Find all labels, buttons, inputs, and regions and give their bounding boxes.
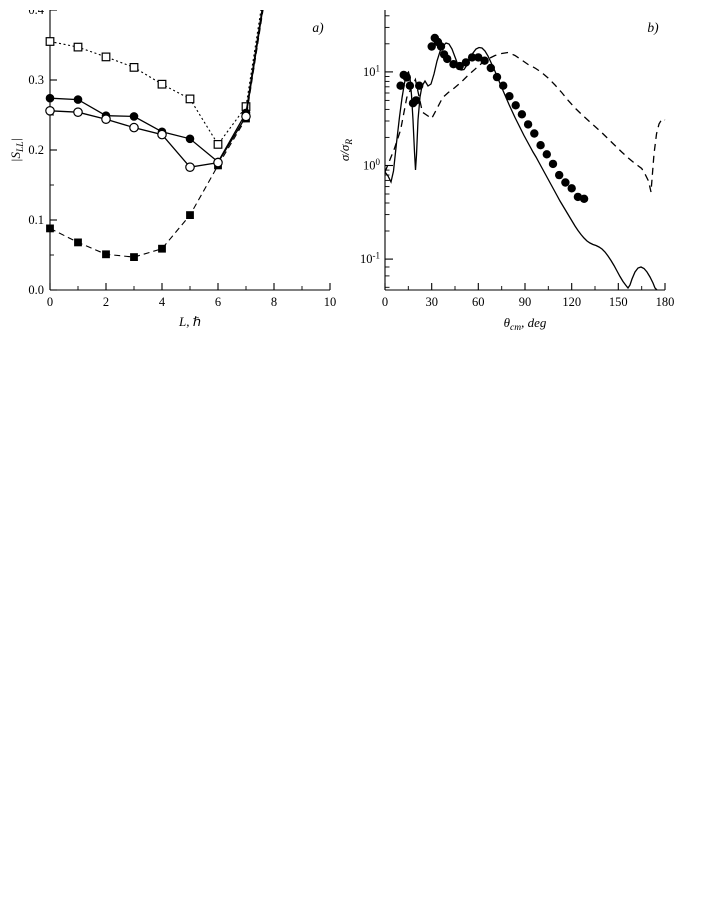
y-axis-title: $|S_{LL}|$	[8, 137, 26, 163]
x-tick-label: 30	[425, 295, 438, 309]
y-tick-label: 0.2	[28, 143, 44, 157]
panel-b-x-ticklabels	[382, 295, 675, 309]
y-tick-label: $10^0$	[363, 157, 380, 173]
y-tick-label: $10^1$	[363, 63, 380, 79]
x-tick-label: 4	[158, 295, 166, 309]
y-tick-label: 0.3	[28, 73, 44, 87]
x-tick-label: 90	[518, 295, 532, 309]
y-axis-title: $\sigma/\sigma_R$	[337, 138, 355, 162]
series-calculation-solid	[385, 43, 657, 290]
panel-a-y-ticklabels	[28, 3, 44, 297]
x-tick-label: 8	[270, 295, 278, 309]
panel-b-axes	[385, 10, 665, 290]
x-axis-title: L, ℏ	[179, 314, 201, 329]
y-tick-label: 0.1	[28, 213, 44, 227]
x-tick-label: 120	[562, 295, 582, 309]
x-tick-label: 150	[608, 295, 628, 309]
panel-b-tag: b)	[647, 20, 659, 35]
x-tick-label: 2	[102, 295, 110, 309]
x-tick-label: 10	[323, 295, 337, 309]
y-tick-label: $10^{-1}$	[360, 250, 380, 266]
x-tick-label: 0	[381, 295, 389, 309]
x-tick-label: 180	[655, 295, 675, 309]
x-axis-title: $\theta_{cm}$, deg	[503, 315, 547, 333]
chart-panel-a	[0, 0, 350, 340]
panel-a-svg	[0, 0, 350, 340]
series-experiment-points	[396, 34, 588, 203]
x-tick-label: 6	[214, 295, 222, 309]
panel-b-y-ticklabels	[360, 64, 381, 267]
panel-a-x-ticklabels	[47, 295, 336, 309]
panel-b-svg	[337, 0, 708, 340]
x-tick-label: 60	[472, 295, 485, 309]
x-tick-label: 0	[46, 295, 54, 309]
panel-a-tag: a)	[312, 20, 324, 35]
y-tick-label: 0.0	[28, 283, 44, 297]
chart-panel-b	[337, 0, 708, 340]
